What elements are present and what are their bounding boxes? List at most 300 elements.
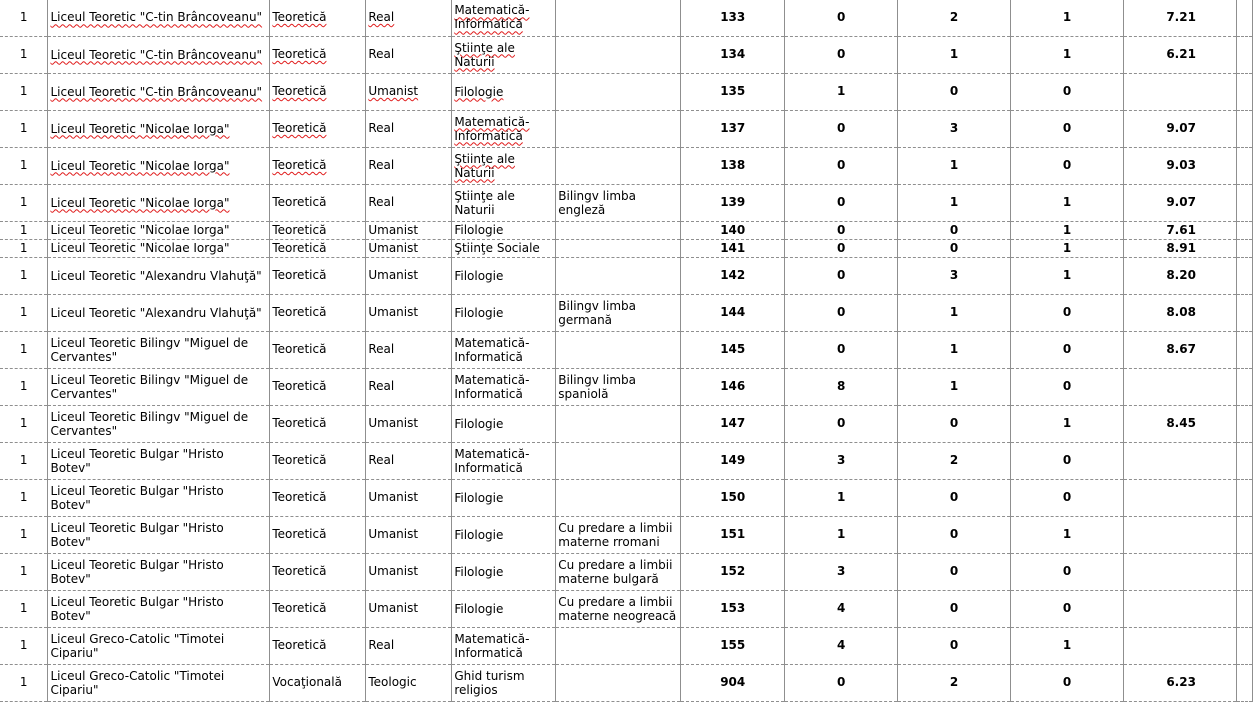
cell-zone-text: 1 <box>19 222 28 237</box>
cell-school[interactable] <box>48 294 270 331</box>
cell-notes[interactable] <box>556 553 681 590</box>
cell-empty[interactable] <box>1236 73 1252 110</box>
cell-count-3[interactable] <box>1011 184 1124 221</box>
cell-grade[interactable] <box>1123 257 1236 294</box>
cell-grade[interactable] <box>1123 294 1236 331</box>
cell-empty[interactable] <box>1236 405 1252 442</box>
cell-profile-text: Real <box>368 121 395 135</box>
cell-code[interactable] <box>681 294 785 331</box>
cell-count-1-text: 0 <box>836 121 846 135</box>
table-row <box>0 368 1253 405</box>
cell-school[interactable] <box>48 442 270 479</box>
cell-empty[interactable] <box>1236 221 1252 239</box>
cell-code-text: 150 <box>720 490 746 504</box>
cell-specialization[interactable] <box>452 147 556 184</box>
cell-count-3[interactable] <box>1011 627 1124 664</box>
cell-empty[interactable] <box>1236 664 1252 701</box>
cell-empty[interactable] <box>1236 442 1252 479</box>
cell-school[interactable] <box>48 479 270 516</box>
cell-count-2-text: 1 <box>949 379 959 393</box>
cell-specialization[interactable] <box>452 0 556 36</box>
cell-count-1[interactable] <box>785 221 898 239</box>
cell-specialization[interactable] <box>452 331 556 368</box>
cell-specialization[interactable] <box>452 405 556 442</box>
cell-grade[interactable] <box>1123 590 1236 627</box>
cell-count-2[interactable] <box>898 479 1011 516</box>
cell-empty[interactable] <box>1236 331 1252 368</box>
cell-profile[interactable] <box>366 184 452 221</box>
cell-empty[interactable] <box>1236 553 1252 590</box>
cell-count-3-text: 1 <box>1062 268 1072 282</box>
cell-type-text: Teoretică <box>272 9 327 24</box>
cell-count-3[interactable] <box>1011 239 1124 257</box>
cell-count-3[interactable] <box>1011 405 1124 442</box>
cell-profile[interactable] <box>366 442 452 479</box>
cell-count-1-text: 0 <box>836 342 846 356</box>
cell-count-2[interactable] <box>898 627 1011 664</box>
cell-notes[interactable] <box>556 627 681 664</box>
cell-zone[interactable] <box>0 553 48 590</box>
cell-profile[interactable] <box>366 627 452 664</box>
cell-grade[interactable] <box>1123 479 1236 516</box>
cell-count-3[interactable] <box>1011 36 1124 73</box>
cell-specialization[interactable] <box>452 73 556 110</box>
cell-type[interactable] <box>270 147 366 184</box>
cell-specialization[interactable] <box>452 479 556 516</box>
cell-grade[interactable] <box>1123 184 1236 221</box>
cell-zone-text: 1 <box>19 527 28 541</box>
cell-code[interactable] <box>681 239 785 257</box>
cell-notes[interactable] <box>556 405 681 442</box>
cell-count-3-text: 0 <box>1062 379 1072 393</box>
cell-count-3[interactable] <box>1011 590 1124 627</box>
cell-type[interactable] <box>270 0 366 36</box>
cell-school[interactable] <box>48 221 270 239</box>
cell-school[interactable] <box>48 257 270 294</box>
cell-count-2[interactable] <box>898 553 1011 590</box>
cell-grade-text: 8.45 <box>1166 416 1196 430</box>
table-row <box>0 479 1253 516</box>
cell-count-1[interactable] <box>785 405 898 442</box>
cell-notes[interactable] <box>556 36 681 73</box>
cell-type[interactable] <box>270 368 366 405</box>
cell-profile[interactable] <box>366 405 452 442</box>
cell-code[interactable] <box>681 368 785 405</box>
cell-empty[interactable] <box>1236 110 1252 147</box>
cell-specialization-text: Filologie <box>454 223 504 237</box>
cell-school-text: Liceul Teoretic Bulgar "Hristo Botev" <box>50 557 224 586</box>
cell-notes[interactable] <box>556 479 681 516</box>
cell-code[interactable] <box>681 36 785 73</box>
cell-specialization[interactable] <box>452 627 556 664</box>
cell-count-1[interactable] <box>785 147 898 184</box>
cell-count-2[interactable] <box>898 331 1011 368</box>
cell-count-1[interactable] <box>785 294 898 331</box>
cell-count-3[interactable] <box>1011 664 1124 701</box>
cell-count-1-text: 0 <box>836 675 846 689</box>
cell-notes[interactable] <box>556 516 681 553</box>
table-row <box>0 516 1253 553</box>
cell-type[interactable] <box>270 553 366 590</box>
cell-notes[interactable] <box>556 664 681 701</box>
cell-empty[interactable] <box>1236 516 1252 553</box>
cell-code[interactable] <box>681 73 785 110</box>
cell-code[interactable] <box>681 516 785 553</box>
cell-notes[interactable] <box>556 257 681 294</box>
cell-profile[interactable] <box>366 221 452 239</box>
cell-school[interactable] <box>48 553 270 590</box>
cell-count-2[interactable] <box>898 184 1011 221</box>
cell-count-1-text: 1 <box>836 490 846 504</box>
cell-profile[interactable] <box>366 553 452 590</box>
cell-grade[interactable] <box>1123 239 1236 257</box>
cell-count-2[interactable] <box>898 590 1011 627</box>
cell-count-1[interactable] <box>785 36 898 73</box>
cell-count-3[interactable] <box>1011 147 1124 184</box>
cell-type[interactable] <box>270 627 366 664</box>
cell-empty[interactable] <box>1236 184 1252 221</box>
cell-count-3[interactable] <box>1011 257 1124 294</box>
table-row <box>0 184 1253 221</box>
cell-profile[interactable] <box>366 0 452 36</box>
cell-code[interactable] <box>681 590 785 627</box>
cell-school[interactable] <box>48 184 270 221</box>
cell-grade-text: 8.67 <box>1166 342 1196 356</box>
cell-empty[interactable] <box>1236 36 1252 73</box>
cell-count-1-text: 3 <box>836 564 846 578</box>
cell-zone[interactable] <box>0 294 48 331</box>
cell-zone[interactable] <box>0 257 48 294</box>
cell-count-2-text: 1 <box>949 342 959 356</box>
cell-zone[interactable] <box>0 0 48 36</box>
cell-school[interactable] <box>48 110 270 147</box>
cell-count-2[interactable] <box>898 516 1011 553</box>
table-row <box>0 36 1253 73</box>
cell-code[interactable] <box>681 627 785 664</box>
cell-specialization[interactable] <box>452 110 556 147</box>
cell-count-2[interactable] <box>898 294 1011 331</box>
cell-grade[interactable] <box>1123 331 1236 368</box>
cell-count-3-text: 1 <box>1062 416 1072 430</box>
cell-count-1[interactable] <box>785 590 898 627</box>
cell-count-1-text: 8 <box>836 379 846 393</box>
cell-zone[interactable] <box>0 147 48 184</box>
cell-zone[interactable] <box>0 627 48 664</box>
cell-profile[interactable] <box>366 257 452 294</box>
cell-profile[interactable] <box>366 479 452 516</box>
cell-count-3-text: 1 <box>1062 9 1072 24</box>
cell-count-3-text: 1 <box>1062 47 1072 61</box>
cell-type[interactable] <box>270 184 366 221</box>
cell-notes[interactable] <box>556 239 681 257</box>
cell-specialization[interactable] <box>452 553 556 590</box>
cell-count-2[interactable] <box>898 664 1011 701</box>
cell-school-text: Liceul Teoretic "Nicolae Iorga" <box>50 121 230 136</box>
cell-specialization-text: Filologie <box>454 305 504 320</box>
cell-grade-text: 9.07 <box>1166 195 1196 209</box>
cell-specialization[interactable] <box>452 442 556 479</box>
cell-specialization[interactable] <box>452 257 556 294</box>
cell-count-3[interactable] <box>1011 294 1124 331</box>
cell-type[interactable] <box>270 479 366 516</box>
cell-count-1[interactable] <box>785 73 898 110</box>
cell-school[interactable] <box>48 73 270 110</box>
cell-empty[interactable] <box>1236 239 1252 257</box>
cell-zone[interactable] <box>0 442 48 479</box>
cell-count-3[interactable] <box>1011 442 1124 479</box>
cell-school-text: Liceul Teoretic Bulgar "Hristo Botev" <box>50 520 224 549</box>
cell-profile[interactable] <box>366 516 452 553</box>
cell-grade[interactable] <box>1123 0 1236 36</box>
cell-count-2[interactable] <box>898 405 1011 442</box>
cell-count-3[interactable] <box>1011 516 1124 553</box>
cell-profile[interactable] <box>366 36 452 73</box>
cell-count-3[interactable] <box>1011 553 1124 590</box>
cell-grade-text: 8.20 <box>1166 268 1196 282</box>
cell-profile[interactable] <box>366 331 452 368</box>
cell-count-2[interactable] <box>898 36 1011 73</box>
cell-notes[interactable] <box>556 73 681 110</box>
cell-count-1[interactable] <box>785 627 898 664</box>
cell-type[interactable] <box>270 331 366 368</box>
cell-count-3[interactable] <box>1011 110 1124 147</box>
cell-count-1[interactable] <box>785 442 898 479</box>
cell-specialization-text: Matematică-Informatică <box>454 335 530 364</box>
cell-profile[interactable] <box>366 590 452 627</box>
cell-zone[interactable] <box>0 110 48 147</box>
cell-specialization-text: Ştiinţe ale Naturii <box>454 151 515 180</box>
cell-profile[interactable] <box>366 368 452 405</box>
cell-zone[interactable] <box>0 516 48 553</box>
cell-count-3[interactable] <box>1011 221 1124 239</box>
cell-notes[interactable] <box>556 590 681 627</box>
cell-grade[interactable] <box>1123 147 1236 184</box>
cell-grade-text: 9.07 <box>1166 121 1196 135</box>
cell-profile-text: Umanist <box>368 527 419 541</box>
table-row <box>0 221 1253 239</box>
cell-code[interactable] <box>681 664 785 701</box>
cell-code[interactable] <box>681 331 785 368</box>
cell-grade[interactable] <box>1123 553 1236 590</box>
cell-code[interactable] <box>681 221 785 239</box>
cell-count-3[interactable] <box>1011 479 1124 516</box>
cell-school[interactable] <box>48 627 270 664</box>
cell-count-2[interactable] <box>898 0 1011 36</box>
cell-type[interactable] <box>270 442 366 479</box>
cell-code-text: 149 <box>720 453 746 467</box>
cell-count-2[interactable] <box>898 368 1011 405</box>
cell-code[interactable] <box>681 442 785 479</box>
cell-count-1[interactable] <box>785 0 898 36</box>
cell-count-1[interactable] <box>785 184 898 221</box>
cell-grade[interactable] <box>1123 627 1236 664</box>
cell-count-1[interactable] <box>785 239 898 257</box>
cell-count-1[interactable] <box>785 516 898 553</box>
cell-count-1-text: 0 <box>836 305 846 319</box>
cell-zone[interactable] <box>0 73 48 110</box>
cell-code[interactable] <box>681 147 785 184</box>
cell-school[interactable] <box>48 239 270 257</box>
cell-count-3-text: 1 <box>1062 527 1072 541</box>
cell-notes[interactable] <box>556 0 681 36</box>
cell-count-3[interactable] <box>1011 0 1124 36</box>
cell-school[interactable] <box>48 516 270 553</box>
cell-count-2[interactable] <box>898 73 1011 110</box>
cell-notes[interactable] <box>556 147 681 184</box>
cell-profile[interactable] <box>366 294 452 331</box>
cell-empty[interactable] <box>1236 368 1252 405</box>
cell-type[interactable] <box>270 36 366 73</box>
cell-notes[interactable] <box>556 294 681 331</box>
cell-grade[interactable] <box>1123 368 1236 405</box>
cell-empty[interactable] <box>1236 257 1252 294</box>
cell-count-1[interactable] <box>785 368 898 405</box>
cell-count-1-text: 0 <box>836 416 846 430</box>
cell-zone-text: 1 <box>19 195 28 209</box>
table-row <box>0 627 1253 664</box>
cell-count-2[interactable] <box>898 257 1011 294</box>
cell-type[interactable] <box>270 405 366 442</box>
cell-zone-text: 1 <box>19 268 28 282</box>
cell-specialization[interactable] <box>452 590 556 627</box>
cell-count-1[interactable] <box>785 553 898 590</box>
cell-count-1[interactable] <box>785 110 898 147</box>
cell-count-2[interactable] <box>898 110 1011 147</box>
cell-school[interactable] <box>48 36 270 73</box>
cell-grade[interactable] <box>1123 664 1236 701</box>
cell-count-1[interactable] <box>785 479 898 516</box>
cell-count-1[interactable] <box>785 331 898 368</box>
cell-school[interactable] <box>48 590 270 627</box>
cell-grade[interactable] <box>1123 36 1236 73</box>
cell-specialization-text: Ştiinţe ale Naturii <box>454 188 515 217</box>
cell-zone[interactable] <box>0 405 48 442</box>
cell-type[interactable] <box>270 664 366 701</box>
cell-count-2-text: 0 <box>949 416 959 430</box>
cell-empty[interactable] <box>1236 147 1252 184</box>
cell-count-3[interactable] <box>1011 368 1124 405</box>
cell-type[interactable] <box>270 239 366 257</box>
cell-zone[interactable] <box>0 184 48 221</box>
cell-type[interactable] <box>270 516 366 553</box>
cell-zone[interactable] <box>0 36 48 73</box>
cell-school[interactable] <box>48 147 270 184</box>
cell-notes[interactable] <box>556 331 681 368</box>
cell-profile[interactable] <box>366 73 452 110</box>
cell-grade[interactable] <box>1123 442 1236 479</box>
cell-code[interactable] <box>681 184 785 221</box>
cell-count-1-text: 1 <box>836 84 846 98</box>
cell-count-1-text: 4 <box>836 638 846 652</box>
cell-count-2[interactable] <box>898 221 1011 239</box>
cell-type[interactable] <box>270 294 366 331</box>
cell-school[interactable] <box>48 405 270 442</box>
cell-zone[interactable] <box>0 590 48 627</box>
cell-notes[interactable] <box>556 110 681 147</box>
cell-grade[interactable] <box>1123 73 1236 110</box>
cell-count-1[interactable] <box>785 257 898 294</box>
cell-empty[interactable] <box>1236 590 1252 627</box>
cell-notes[interactable] <box>556 184 681 221</box>
cell-grade[interactable] <box>1123 221 1236 239</box>
cell-school-text: Liceul Teoretic Bulgar "Hristo Botev" <box>50 594 224 623</box>
cell-notes[interactable] <box>556 221 681 239</box>
cell-code[interactable] <box>681 405 785 442</box>
cell-specialization[interactable] <box>452 664 556 701</box>
cell-zone[interactable] <box>0 479 48 516</box>
cell-specialization[interactable] <box>452 184 556 221</box>
cell-type[interactable] <box>270 590 366 627</box>
cell-notes[interactable] <box>556 368 681 405</box>
cell-code[interactable] <box>681 257 785 294</box>
cell-grade[interactable] <box>1123 405 1236 442</box>
cell-code-text: 151 <box>720 527 746 541</box>
cell-specialization[interactable] <box>452 221 556 239</box>
cell-count-2[interactable] <box>898 147 1011 184</box>
cell-count-1[interactable] <box>785 664 898 701</box>
cell-type[interactable] <box>270 110 366 147</box>
cell-empty[interactable] <box>1236 0 1252 36</box>
cell-notes[interactable] <box>556 442 681 479</box>
cell-zone[interactable] <box>0 239 48 257</box>
cell-specialization[interactable] <box>452 294 556 331</box>
cell-empty[interactable] <box>1236 627 1252 664</box>
cell-type-text: Teoretică <box>272 564 327 578</box>
cell-empty[interactable] <box>1236 479 1252 516</box>
cell-school[interactable] <box>48 368 270 405</box>
cell-grade[interactable] <box>1123 516 1236 553</box>
cell-zone-text: 1 <box>19 416 28 430</box>
cell-type-text: Teoretică <box>272 490 327 504</box>
cell-zone-text: 1 <box>19 47 28 61</box>
cell-specialization[interactable] <box>452 516 556 553</box>
cell-school[interactable] <box>48 331 270 368</box>
cell-code[interactable] <box>681 553 785 590</box>
cell-zone[interactable] <box>0 331 48 368</box>
cell-profile[interactable] <box>366 664 452 701</box>
cell-code[interactable] <box>681 110 785 147</box>
cell-profile[interactable] <box>366 110 452 147</box>
cell-count-3[interactable] <box>1011 331 1124 368</box>
cell-school[interactable] <box>48 664 270 701</box>
cell-type[interactable] <box>270 257 366 294</box>
cell-type[interactable] <box>270 73 366 110</box>
cell-profile[interactable] <box>366 147 452 184</box>
cell-zone[interactable] <box>0 221 48 239</box>
cell-count-2[interactable] <box>898 442 1011 479</box>
cell-code[interactable] <box>681 0 785 36</box>
cell-zone[interactable] <box>0 368 48 405</box>
cell-type[interactable] <box>270 221 366 239</box>
cell-count-3[interactable] <box>1011 73 1124 110</box>
cell-specialization[interactable] <box>452 36 556 73</box>
cell-grade[interactable] <box>1123 110 1236 147</box>
cell-specialization[interactable] <box>452 368 556 405</box>
cell-code-text: 138 <box>720 158 746 172</box>
cell-empty[interactable] <box>1236 294 1252 331</box>
cell-profile[interactable] <box>366 239 452 257</box>
cell-count-2[interactable] <box>898 239 1011 257</box>
cell-zone[interactable] <box>0 664 48 701</box>
cell-code-text: 147 <box>720 416 746 430</box>
cell-code[interactable] <box>681 479 785 516</box>
cell-type-text: Teoretică <box>272 158 327 172</box>
cell-specialization[interactable] <box>452 239 556 257</box>
cell-school-text: Liceul Teoretic "Nicolae Iorga" <box>50 158 230 173</box>
cell-profile-text: Real <box>368 158 395 172</box>
cell-code-text: 146 <box>720 379 746 393</box>
cell-school[interactable] <box>48 0 270 36</box>
